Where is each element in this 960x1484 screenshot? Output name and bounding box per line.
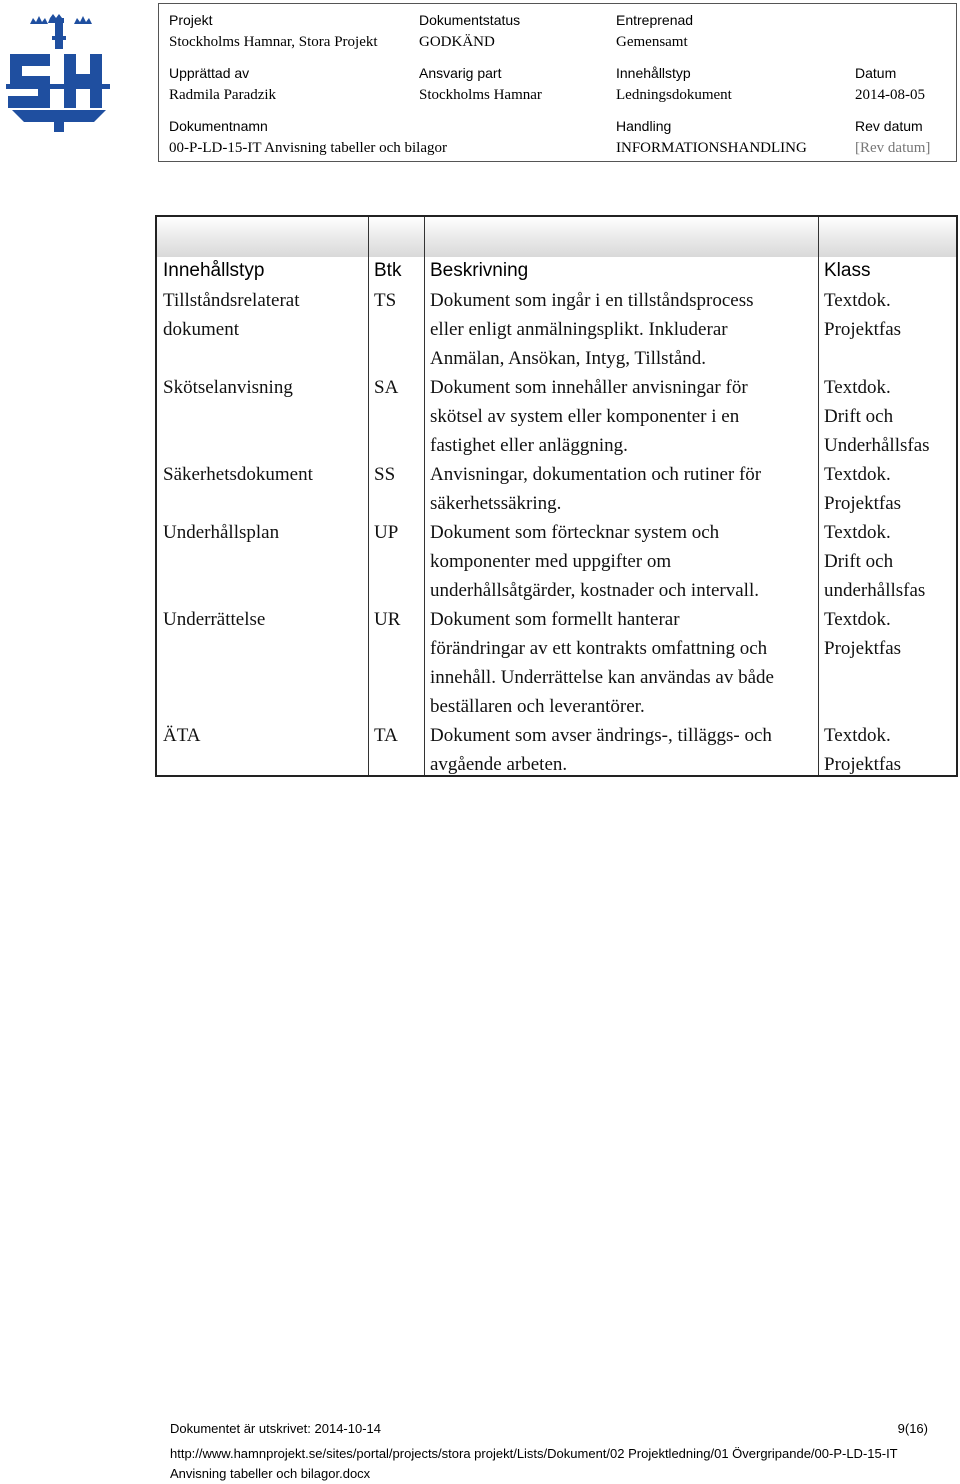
cell-line: underhållsåtgärder, kostnader och intervall. <box>430 580 759 601</box>
cell-line: Dokument som ingår i en tillståndsprocess <box>430 290 754 311</box>
cell-line: Textdok. <box>824 290 891 311</box>
cell-btk <box>374 518 398 547</box>
cell-klass <box>824 286 901 344</box>
cell-typ <box>163 518 279 547</box>
ansvarig-part-value: Stockholms Hamnar <box>419 87 542 103</box>
document-header-box <box>158 3 957 162</box>
column-divider <box>368 217 369 775</box>
header-upprattad-av <box>169 65 276 104</box>
cell-btk <box>374 286 396 315</box>
projekt-label: Projekt <box>169 12 213 28</box>
handling-label: Handling <box>616 118 672 134</box>
cell-line: SA <box>374 377 399 398</box>
cell-beskrivning <box>430 721 772 779</box>
upprattad-av-value: Radmila Paradzik <box>169 87 277 103</box>
innehallstyp-table <box>155 215 958 777</box>
cell-line: Dokument som förtecknar system och <box>430 522 720 543</box>
cell-line: säkerhetssäkring. <box>430 493 562 514</box>
cell-line: komponenter med uppgifter om <box>430 551 672 572</box>
header-datum <box>855 65 925 104</box>
cell-beskrivning <box>430 286 753 373</box>
cell-beskrivning <box>430 460 761 518</box>
cell-line: Projektfas <box>824 754 902 775</box>
cell-klass <box>824 605 901 663</box>
cell-line: Underhållsfas <box>824 435 930 456</box>
cell-beskrivning <box>430 373 748 460</box>
header-dokumentnamn <box>169 118 447 157</box>
datum-value: 2014-08-05 <box>855 87 925 103</box>
header-innehallstyp: Innehållstyp <box>163 260 265 281</box>
cell-line: TA <box>374 725 398 746</box>
cell-btk <box>374 460 395 489</box>
rev-datum-label: Rev datum <box>855 118 923 134</box>
cell-line: TS <box>374 290 397 311</box>
cell-btk <box>374 373 398 402</box>
header-handling <box>616 118 807 157</box>
header-innehallstyp <box>616 65 732 104</box>
cell-line: Textdok. <box>824 522 891 543</box>
upprattad-av-label: Upprättad av <box>169 65 250 81</box>
cell-line: Dokument som avser ändrings-, tilläggs- och <box>430 725 772 746</box>
cell-btk <box>374 721 398 750</box>
table-header-shading <box>157 217 956 257</box>
footer-printed: Dokumentet är utskrivet: 2014-10-14 <box>170 1421 381 1436</box>
cell-line: SS <box>374 464 396 485</box>
cell-typ <box>163 373 293 402</box>
datum-label: Datum <box>855 65 897 81</box>
header-btk: Btk <box>374 260 402 281</box>
cell-line: UP <box>374 522 399 543</box>
cell-beskrivning <box>430 518 759 605</box>
innehallstyp-value: Ledningsdokument <box>616 87 732 103</box>
cell-klass <box>824 518 925 605</box>
dokumentstatus-label: Dokumentstatus <box>419 12 521 28</box>
header-ansvarig-part <box>419 65 542 104</box>
innehallstyp-label: Innehållstyp <box>616 65 691 81</box>
header-klass: Klass <box>824 260 871 281</box>
cell-line: förändringar av ett kontrakts omfattning och <box>430 638 768 659</box>
cell-line: Textdok. <box>824 725 891 746</box>
sh-logo-graphic <box>2 14 118 134</box>
entreprenad-label: Entreprenad <box>616 12 694 28</box>
handling-value: INFORMATIONSHANDLING <box>616 140 807 156</box>
cell-line: Projektfas <box>824 319 902 340</box>
cell-line: Dokument som formellt hanterar <box>430 609 680 630</box>
cell-line: Projektfas <box>824 638 902 659</box>
cell-line: Tillståndsrelaterat <box>163 290 300 311</box>
cell-line: Anvisningar, dokumentation och rutiner för <box>430 464 762 485</box>
cell-line: dokument <box>163 319 239 340</box>
cell-line: innehåll. Underrättelse kan användas av både <box>430 667 774 688</box>
cell-typ <box>163 721 201 750</box>
cell-line: Underhållsplan <box>163 522 280 543</box>
ansvarig-part-label: Ansvarig part <box>419 65 502 81</box>
cell-line: Drift och <box>824 406 894 427</box>
cell-line: eller enligt anmälningsplikt. Inkluderar <box>430 319 728 340</box>
cell-klass <box>824 721 901 779</box>
cell-typ <box>163 605 265 634</box>
dokumentstatus-value: GODKÄND <box>419 34 495 50</box>
cell-btk <box>374 605 400 634</box>
header-beskrivning: Beskrivning <box>430 260 529 281</box>
footer-page-number: 9(16) <box>897 1421 928 1436</box>
cell-line: UR <box>374 609 401 630</box>
cell-line: Textdok. <box>824 464 891 485</box>
projekt-value: Stockholms Hamnar, Stora Projekt <box>169 34 378 50</box>
sh-logo <box>2 14 118 134</box>
entreprenad-value: Gemensamt <box>616 34 688 50</box>
cell-beskrivning <box>430 605 774 721</box>
cell-klass <box>824 373 930 460</box>
cell-line: Dokument som innehåller anvisningar för <box>430 377 748 398</box>
column-divider <box>424 217 425 775</box>
cell-line: underhållsfas <box>824 580 926 601</box>
cell-line: Textdok. <box>824 609 891 630</box>
footer-path: http://www.hamnprojekt.se/sites/portal/projects/stora projekt/Lists/Dokument/02 Projektledning/01 Övergripande/00-P-LD-15-IT Anvisning tabeller och bilagor.docx <box>170 1446 898 1481</box>
header-projekt <box>169 12 378 51</box>
cell-klass <box>824 460 901 518</box>
dokumentnamn-value: 00-P-LD-15-IT Anvisning tabeller och bilagor <box>169 140 447 156</box>
cell-typ <box>163 460 313 489</box>
cell-line: avgående arbeten. <box>430 754 568 775</box>
cell-line: Projektfas <box>824 493 902 514</box>
header-entreprenad <box>616 12 693 51</box>
rev-datum-value: [Rev datum] <box>855 140 931 156</box>
cell-line: Anmälan, Ansökan, Intyg, Tillstånd. <box>430 348 707 369</box>
cell-line: Underrättelse <box>163 609 266 630</box>
cell-line: Textdok. <box>824 377 891 398</box>
cell-line: ÄTA <box>163 725 201 746</box>
cell-line: Drift och <box>824 551 894 572</box>
column-divider <box>818 217 819 775</box>
cell-line: skötsel av system eller komponenter i en <box>430 406 740 427</box>
cell-line: fastighet eller anläggning. <box>430 435 628 456</box>
cell-typ <box>163 286 300 344</box>
cell-line: beställaren och leverantörer. <box>430 696 645 717</box>
cell-line: Skötselanvisning <box>163 377 293 398</box>
header-rev-datum <box>855 118 930 157</box>
cell-line: Säkerhetsdokument <box>163 464 313 485</box>
dokumentnamn-label: Dokumentnamn <box>169 118 268 134</box>
header-dokumentstatus <box>419 12 520 51</box>
